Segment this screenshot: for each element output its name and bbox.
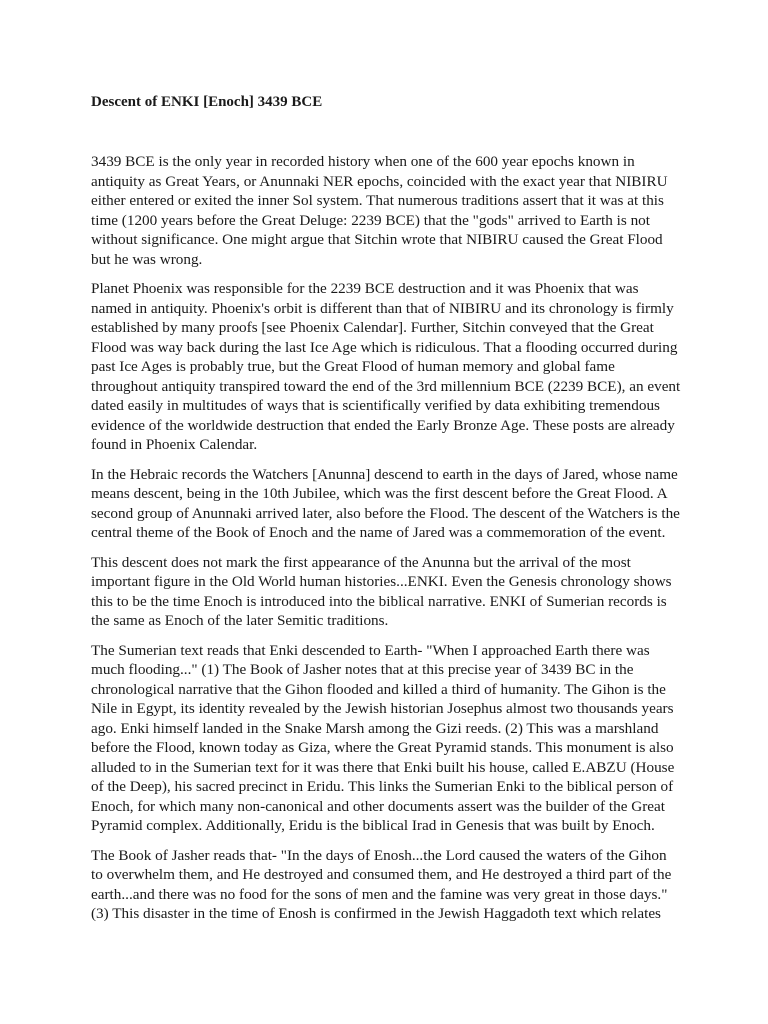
- paragraph-1: 3439 BCE is the only year in recorded history when one of the 600 year epochs known in antiquity as Great Years, or Anunnaki NER epochs, coincided with the exact year that NIBIRU either entered or exited the inner Sol system. That numerous traditions assert that it was at this time (1200 years before the Great Deluge: 2239 BCE) that the "gods" arrived to Earth is not without significance. One might argue that Sitchin wrote that NIBIRU caused the Great Flood but he was wrong.: [91, 153, 668, 268]
- document-body: [91, 152, 681, 934]
- paragraph-3: In the Hebraic records the Watchers [Anunna] descend to earth in the days of Jared, whose name means descent, being in the 10th Jubilee, which was the first descent before the Great Flood. A second group of Anunnaki arrived later, also before the Flood. The descent of the Watchers is the central theme of the Book of Enoch and the name of Jared was a commemoration of the event.: [91, 465, 680, 541]
- paragraph-5: The Sumerian text reads that Enki descended to Earth- "When I approached Earth there was much flooding..." (1) The Book of Jasher notes that at this precise year of 3439 BC in the chronological narrative that the Gihon flooded and killed a third of humanity. The Gihon is the Nile in Egypt, its identity revealed by the Jewish historian Josephus almost two thousands years ago. Enki himself landed in the Snake Marsh among the Gizi reeds. (2) This was a marshland before the Flood, known today as Giza, where the Great Pyramid stands. This monument is also alluded to in the Sumerian text for it was there that Enki built his house, called E.ABZU (House of the Deep), his sacred precinct in Eridu. This links the Sumerian Enki to the biblical person of Enoch, for which many non-canonical and other documents assert was the builder of the Great Pyramid complex. Additionally, Eridu is the biblical Irad in Genesis that was built by Enoch.: [91, 641, 675, 834]
- paragraph-4: This descent does not mark the first appearance of the Anunna but the arrival of the most important figure in the Old World human histories...ENKI. Even the Genesis chronology shows this to be the time Enoch is introduced into the biblical narrative. ENKI of Sumerian records is the same as Enoch of the later Semitic traditions.: [91, 553, 672, 629]
- paragraph-6: The Book of Jasher reads that- "In the days of Enosh...the Lord caused the waters of the Gihon to overwhelm them, and He destroyed and consumed them, and He destroyed a third part of the earth...and there was no food for the sons of men and the famine was very great in those days." (3) This disaster in the time of Enosh is confirmed in the Jewish Haggadoth text which relates: [91, 846, 672, 922]
- paragraph-2: Planet Phoenix was responsible for the 2239 BCE destruction and it was Phoenix that was named in antiquity. Phoenix's orbit is different than that of NIBIRU and its chronology is firmly established by many proofs [see Phoenix Calendar]. Further, Sitchin conveyed that the Great Flood was way back during the last Ice Age which is ridiculous. That a flooding occurred during past Ice Ages is probably true, but the Great Flood of human memory and global fame throughout antiquity transpired toward the end of the 3rd millennium BCE (2239 BCE), an event dated easily in multitudes of ways that is scientifically verified by data exhibiting tremendous evidence of the worldwide destruction that ended the Early Bronze Age. These posts are already found in Phoenix Calendar.: [91, 280, 681, 453]
- document-title: Descent of ENKI [Enoch] 3439 BCE: [91, 94, 323, 110]
